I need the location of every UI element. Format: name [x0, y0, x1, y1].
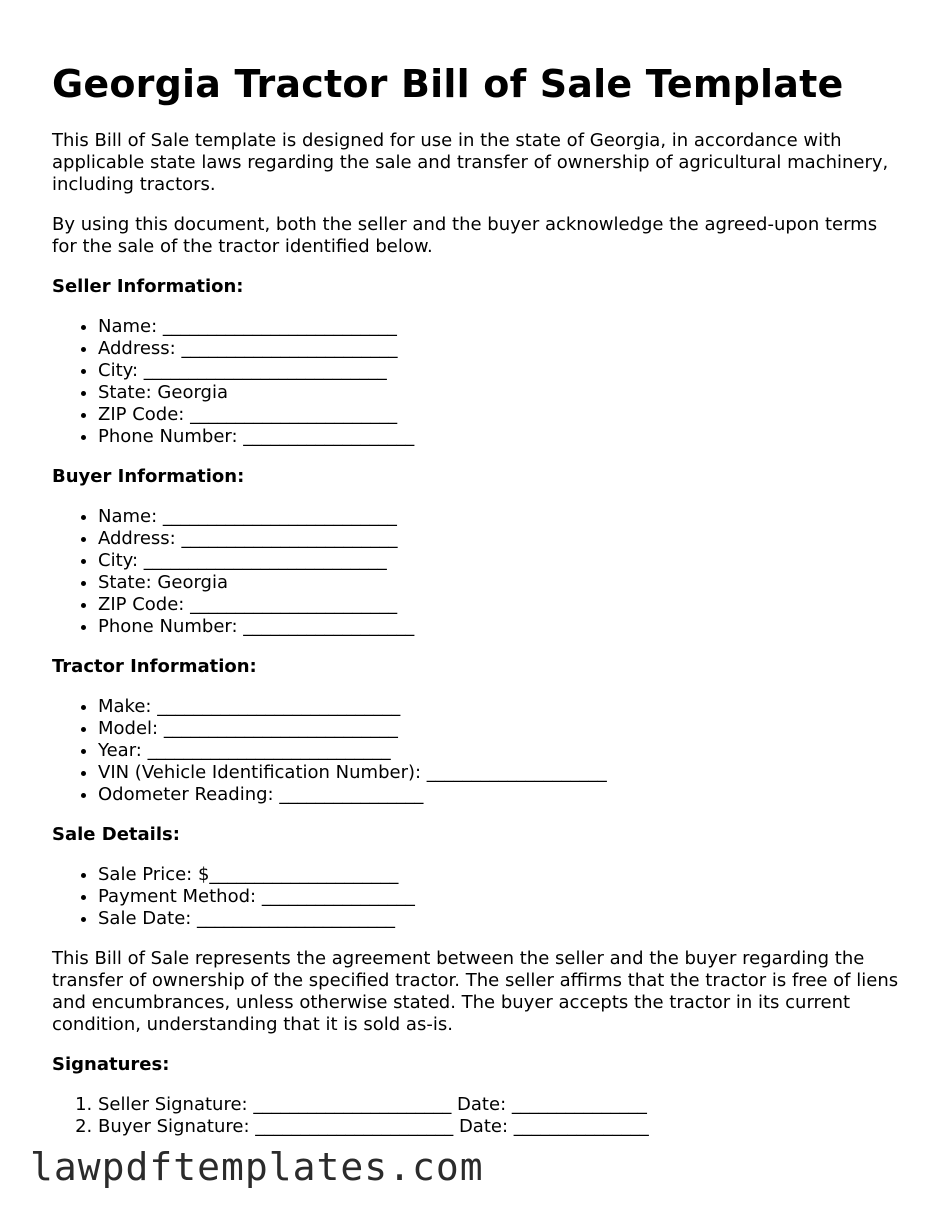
buyer-signature-line: 2. Buyer Signature: ______________________ Date: _______________ — [98, 1116, 902, 1138]
tractor-year-field: • Year: ___________________________ — [98, 740, 902, 762]
watermark-text: lawpdftemplates.com — [30, 1145, 484, 1189]
seller-state-field: • State: Georgia — [98, 382, 902, 404]
buyer-phone-field: • Phone Number: ___________________ — [98, 616, 902, 638]
seller-fields-list — [52, 316, 902, 448]
signatures-list — [52, 1094, 902, 1138]
buyer-heading: Buyer Information: — [52, 465, 245, 487]
intro-paragraph-2: By using this document, both the seller and the buyer acknowledge the agreed-upon terms for the sale of the tractor identified below. — [52, 213, 878, 257]
tractor-fields-list — [52, 696, 902, 806]
buyer-city-field: • City: ___________________________ — [98, 550, 902, 572]
sale-heading: Sale Details: — [52, 823, 180, 845]
buyer-state-field: • State: Georgia — [98, 572, 902, 594]
buyer-fields-list — [52, 506, 902, 638]
signatures-heading: Signatures: — [52, 1053, 170, 1075]
seller-name-field: • Name: __________________________ — [98, 316, 902, 338]
document-title: Georgia Tractor Bill of Sale Template — [52, 62, 844, 106]
seller-heading: Seller Information: — [52, 275, 244, 297]
tractor-model-field: • Model: __________________________ — [98, 718, 902, 740]
seller-city-field: • City: ___________________________ — [98, 360, 902, 382]
buyer-address-field: • Address: ________________________ — [98, 528, 902, 550]
tractor-make-field: • Make: ___________________________ — [98, 696, 902, 718]
payment-method-field: • Payment Method: _________________ — [98, 886, 902, 908]
seller-zip-field: • ZIP Code: _______________________ — [98, 404, 902, 426]
tractor-heading: Tractor Information: — [52, 655, 257, 677]
sale-date-field: • Sale Date: ______________________ — [98, 908, 902, 930]
intro-paragraph-1: This Bill of Sale template is designed for use in the state of Georgia, in accordance with applicable state laws regarding the sale and transfer of ownership of agricultural machinery, including tractors. — [52, 129, 889, 195]
buyer-name-field: • Name: __________________________ — [98, 506, 902, 528]
tractor-vin-field: • VIN (Vehicle Identification Number): ____________________ — [98, 762, 902, 784]
sale-fields-list — [52, 864, 902, 930]
tractor-odometer-field: • Odometer Reading: ________________ — [98, 784, 902, 806]
seller-address-field: • Address: ________________________ — [98, 338, 902, 360]
buyer-zip-field: • ZIP Code: _______________________ — [98, 594, 902, 616]
agreement-paragraph: This Bill of Sale represents the agreement between the seller and the buyer regarding the transfer of ownership of the specified tractor. The seller affirms that the tractor is free of liens and encumbrances, unless otherwise stated. The buyer accepts the tractor in its current condition, understanding that it is sold as-is. — [52, 947, 899, 1035]
seller-phone-field: • Phone Number: ___________________ — [98, 426, 902, 448]
sale-price-field: • Sale Price: $_____________________ — [98, 864, 902, 886]
seller-signature-line: 1. Seller Signature: ______________________ Date: _______________ — [98, 1094, 902, 1116]
document-page — [52, 62, 902, 1156]
